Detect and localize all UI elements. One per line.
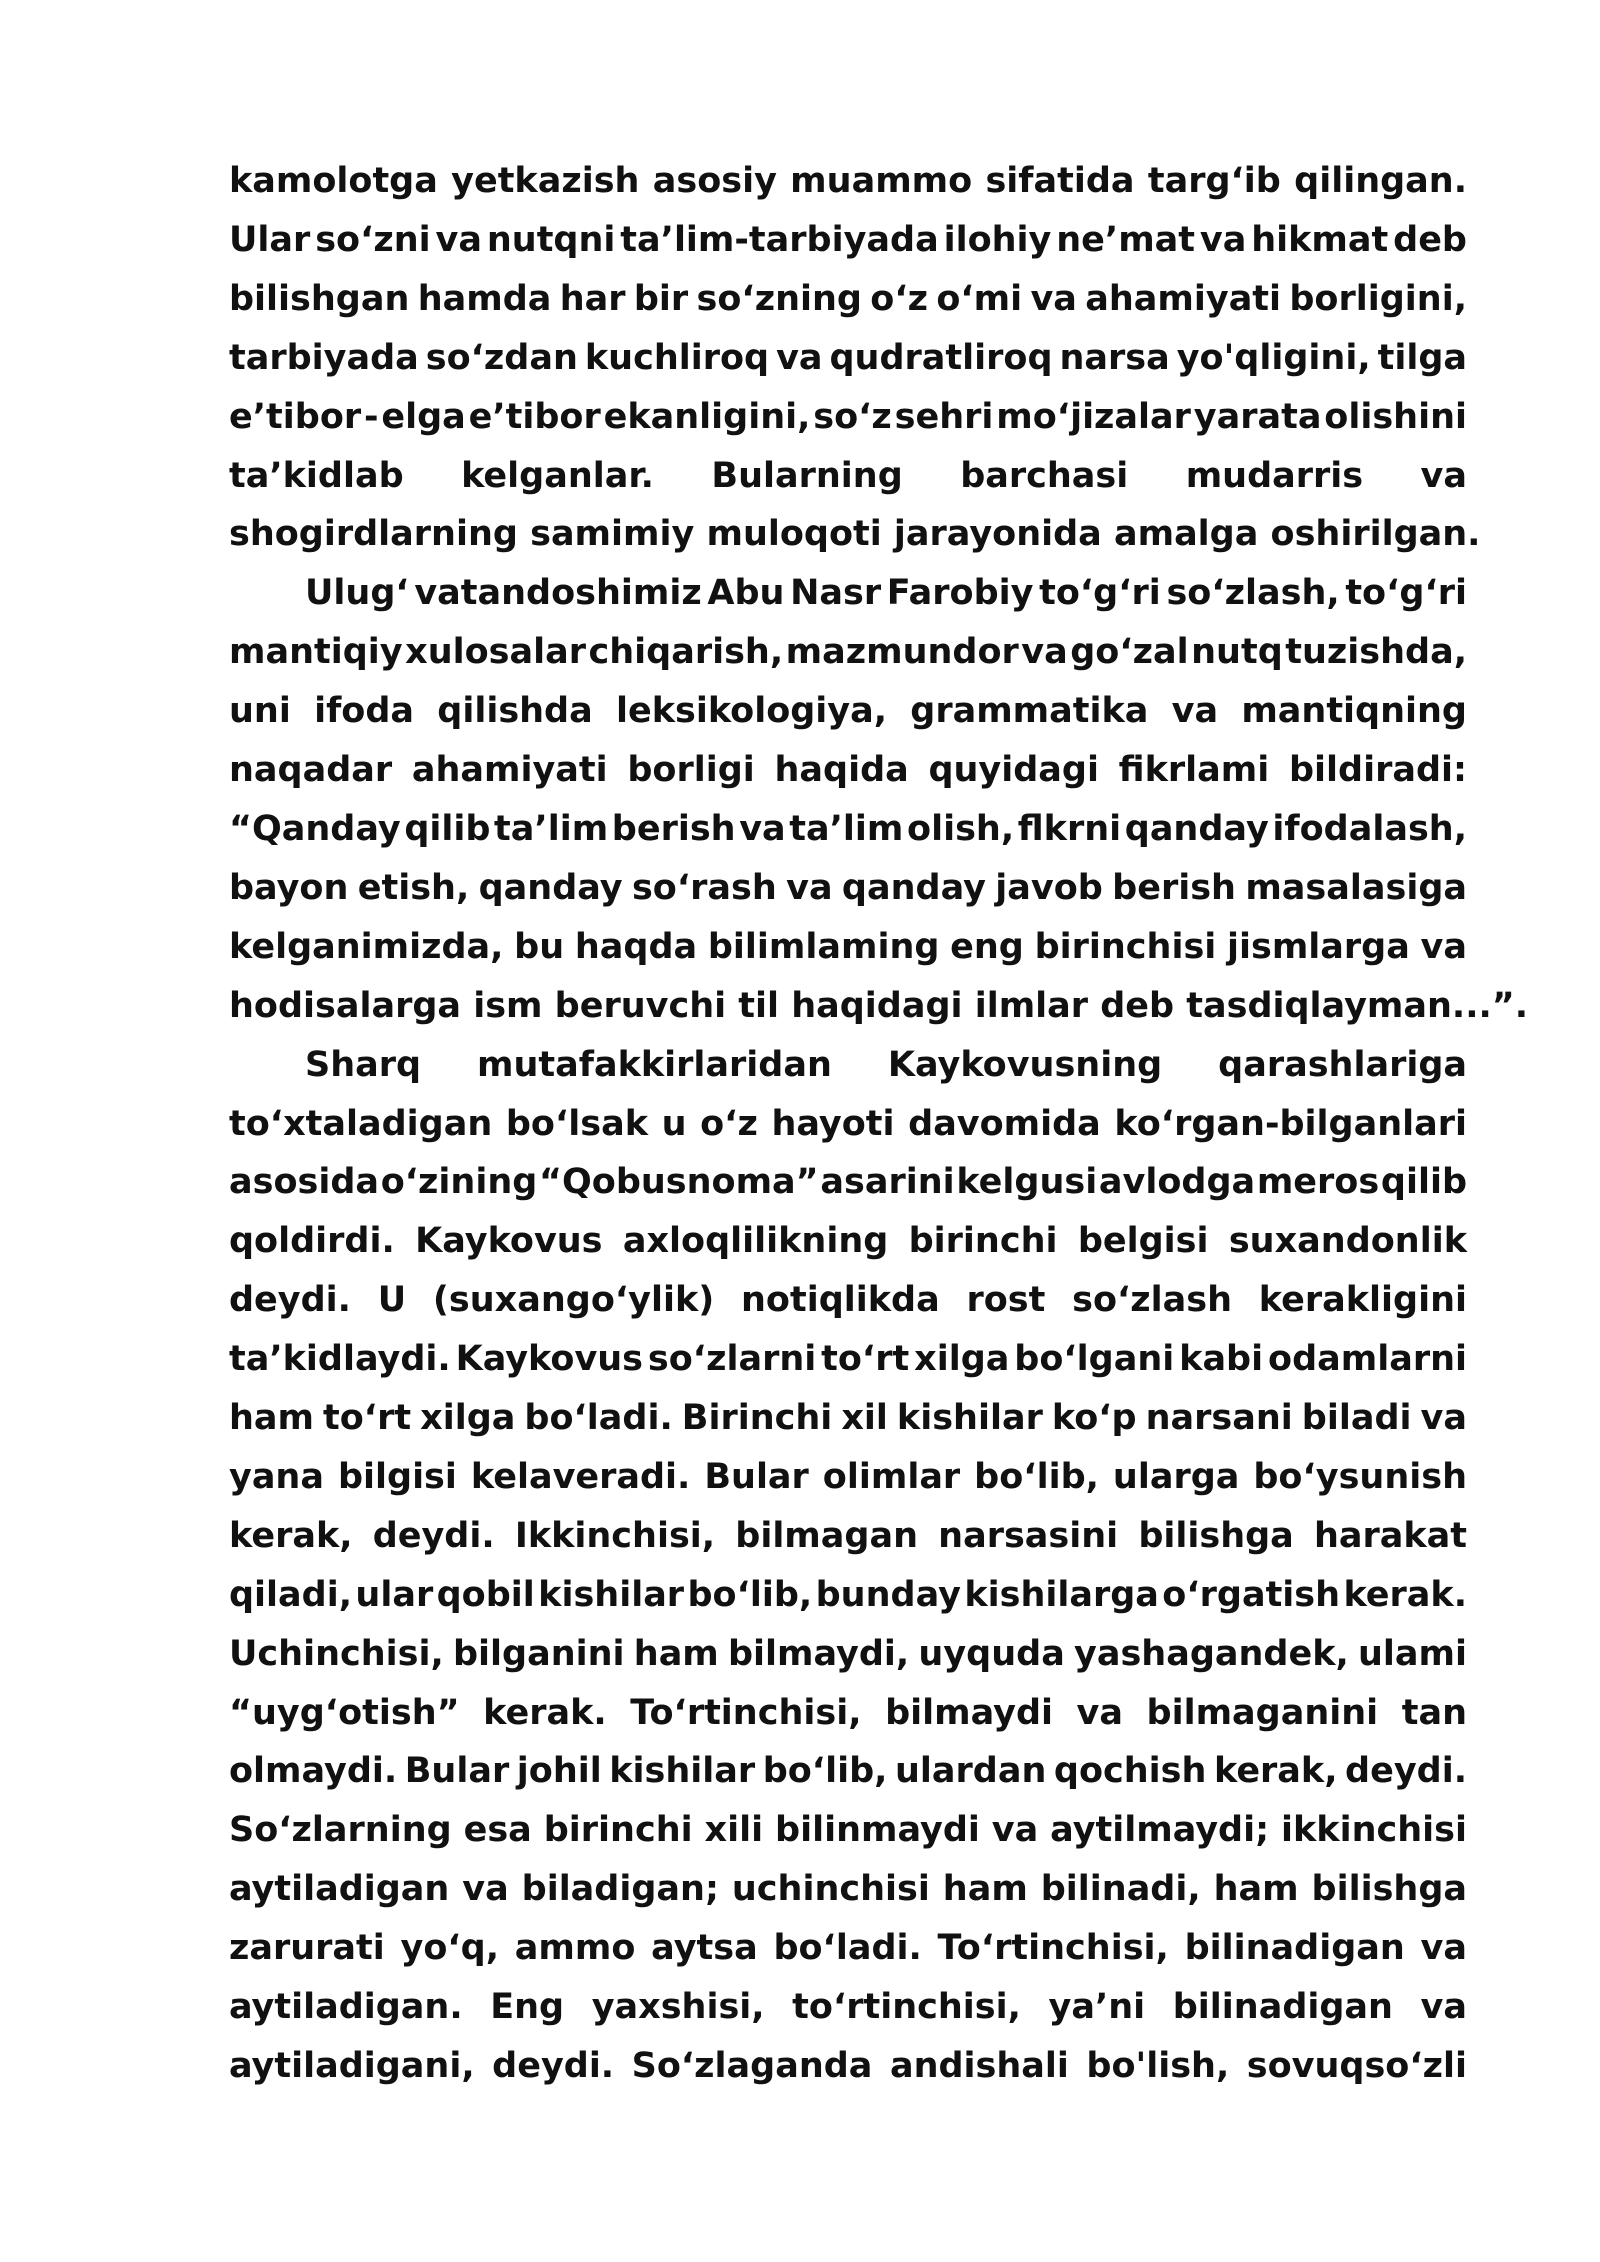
text-line: naqadar ahamiyati borligi haqida quyidagi fikrlami bildiradi: xyxy=(229,750,1467,791)
text-line: Uchinchisi, bilganini ham bilmaydi, uyquda yashagandek, ulami xyxy=(229,1633,1467,1674)
text-line: Ular soʻzni va nutqni taʼlim-tarbiyada ilohiy neʼmat va hikmat deb xyxy=(229,219,1467,260)
text-line: “uygʻotish” kerak. Toʻrtinchisi, bilmaydi va bilmaganini tan xyxy=(229,1692,1467,1733)
text-line: ham toʻrt xilga boʻladi. Birinchi xil kishilar koʻp narsani biladi va xyxy=(229,1398,1467,1439)
text-line: aytiladigan va biladigan; uchinchisi ham bilinadi, ham bilishga xyxy=(229,1869,1467,1910)
text-line: kelganimizda, bu haqda bilimlaming eng birinchisi jismlarga va xyxy=(229,926,1467,967)
text-line: hodisalarga ism beruvchi til haqidagi ilmlar deb tasdiqlayman...”. xyxy=(229,985,1529,1026)
text-line: taʼkidlab kelganlar. Bularning barchasi mudarris va xyxy=(229,455,1467,496)
text-line: kamolotga yetkazish asosiy muammo sifatida targʻib qilingan. xyxy=(229,161,1467,201)
text-line: zarurati yoʻq, ammo aytsa boʻladi. Toʻrtinchisi, bilinadigan va xyxy=(229,1928,1467,1969)
text-line: Sharq mutafakkirlaridan Kaykovusning qarashlariga xyxy=(305,1044,1467,1085)
text-line: olmaydi. Bular johil kishilar boʻlib, ulardan qochish kerak, deydi. xyxy=(229,1751,1467,1792)
text-line: Ulugʻ vatandoshimiz Abu Nasr Farobiy toʻgʻri soʻzlash, toʻgʻri xyxy=(305,573,1467,614)
text-line: yana bilgisi kelaveradi. Bular olimlar boʻlib, ularga boʻysunish xyxy=(229,1456,1467,1497)
text-line: aytiladigan. Eng yaxshisi, toʻrtinchisi, yaʼni bilinadigan va xyxy=(229,1987,1467,2028)
text-line: taʼkidlaydi. Kaykovus soʻzlarni toʻrt xilga boʻlgani kabi odamlarni xyxy=(229,1339,1467,1380)
text-line: shogirdlarning samimiy muloqoti jarayonida amalga oshirilgan. xyxy=(229,514,1481,555)
text-line: toʻxtaladigan boʻlsak u oʻz hayoti davomida koʻrgan-bilganlari xyxy=(229,1103,1467,1144)
text-line: mantiqiy xulosalar chiqarish, mazmundor va goʻzal nutq tuzishda, xyxy=(229,632,1467,673)
paragraph-1 xyxy=(229,152,1481,564)
text-line: bayon etish, qanday soʻrash va qanday javob berish masalasiga xyxy=(229,867,1467,908)
paragraph-2 xyxy=(229,564,1529,1035)
text-line: qiladi, ular qobil kishilar boʻlib, bunday kishilarga oʻrgatish kerak. xyxy=(229,1574,1467,1615)
text-line: aytiladigani, deydi. Soʻzlaganda andishali bo'lish, sovuqsoʻzli xyxy=(229,2046,1467,2086)
text-line: uni ifoda qilishda leksikologiya, grammatika va mantiqning xyxy=(229,691,1467,732)
body-text xyxy=(229,152,1529,2096)
text-line: “Qanday qilib taʼlim berish va taʼlim olish, flkrni qanday ifodalash, xyxy=(229,808,1467,849)
text-line: asosida oʻzining “Qobusnoma” asarini kelgusi avlodga meros qilib xyxy=(229,1162,1467,1203)
text-line: tarbiyada soʻzdan kuchliroq va qudratliroq narsa yo'qligini, tilga xyxy=(229,337,1467,378)
text-line: deydi. U (suxangoʻylik) notiqlikda rost soʻzlash kerakligini xyxy=(229,1280,1467,1321)
text-line: kerak, deydi. Ikkinchisi, bilmagan narsasini bilishga harakat xyxy=(229,1515,1467,1556)
text-line: Soʻzlarning esa birinchi xili bilinmaydi va aytilmaydi; ikkinchisi xyxy=(229,1810,1467,1851)
text-line: qoldirdi. Kaykovus axloqlilikning birinchi belgisi suxandonlik xyxy=(229,1221,1467,1262)
paragraph-3 xyxy=(229,1036,1467,2096)
text-line: bilishgan hamda har bir soʻzning oʻz oʻmi va ahamiyati borligini, xyxy=(229,278,1467,319)
text-line: eʼtibor - elga eʼtibor ekanligini, soʻz sehri moʻjizalar yarata olishini xyxy=(229,396,1467,437)
